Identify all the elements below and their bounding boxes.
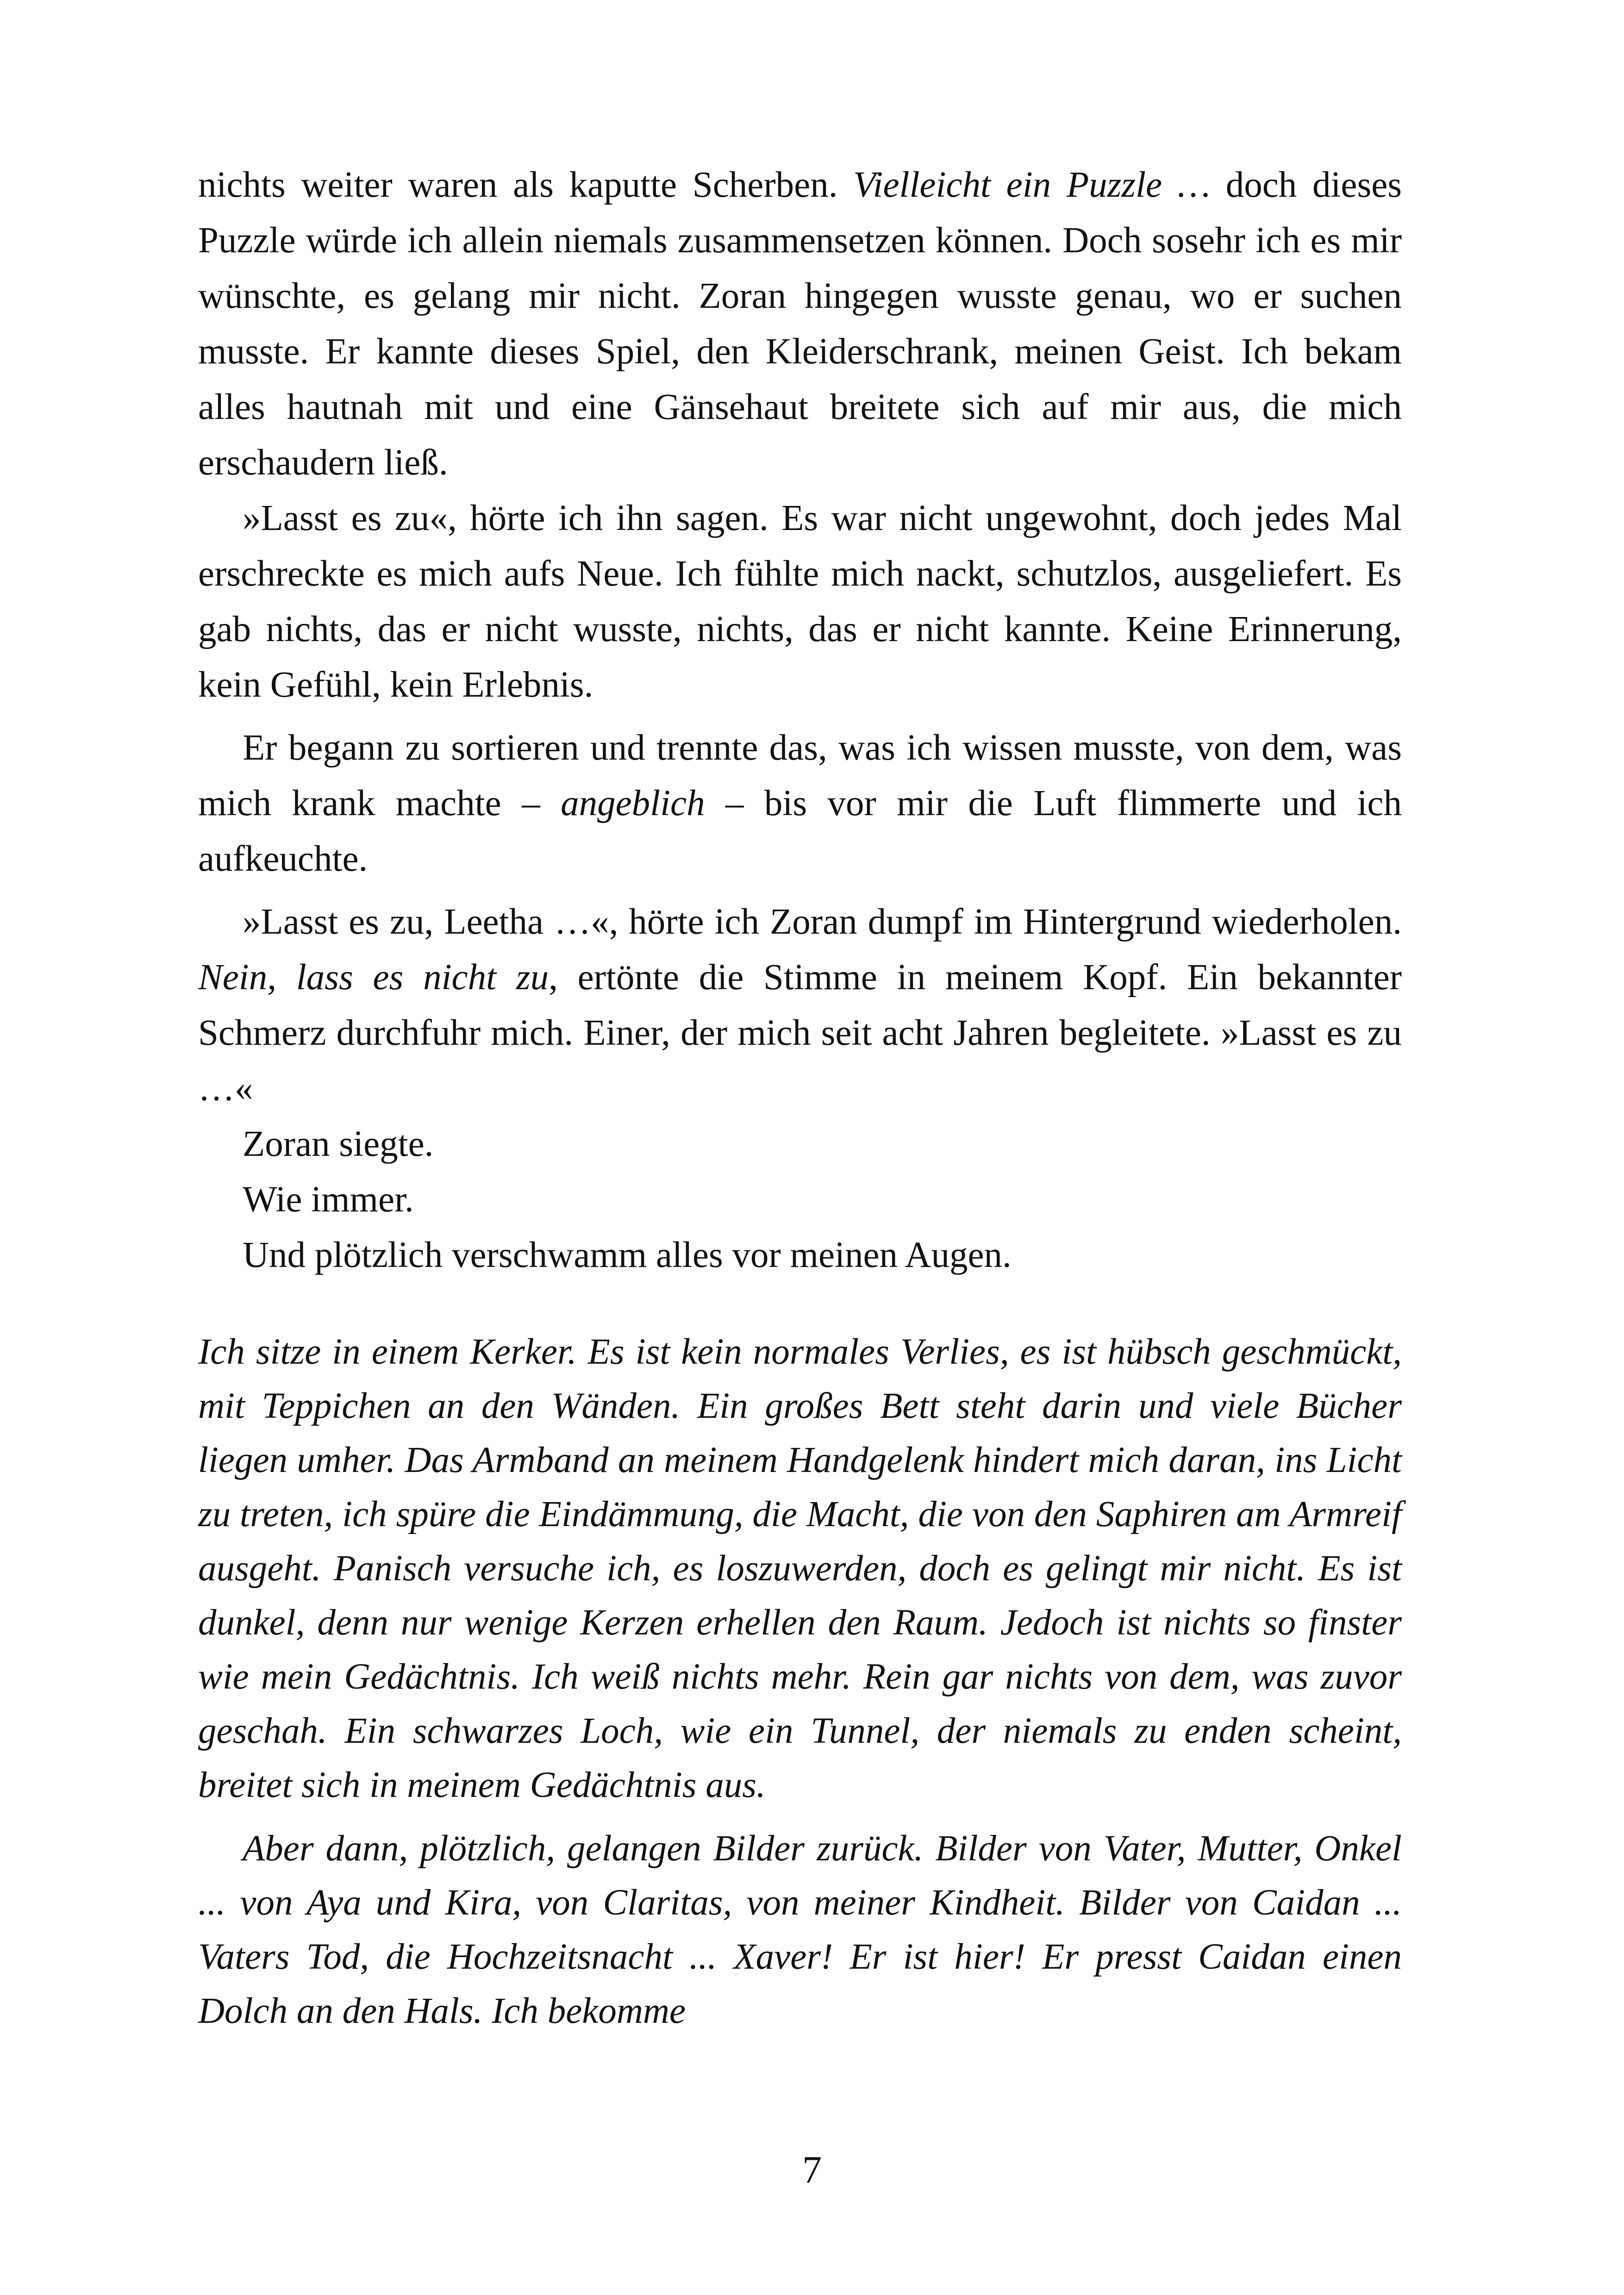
paragraph-7: Und plötzlich verschwamm alles vor meinen Augen. (243, 1235, 1012, 1275)
paragraph-4-text-b: , ertönte die Stimme in meinem Kopf. Ein bekannter Schmerz durchfuhr mich. Einer, der mich seit acht Jahren begleitete. »Lasst es zu …« (198, 957, 1402, 1109)
paragraph-4 (198, 894, 1402, 1116)
paragraph-1 (198, 157, 1402, 491)
paragraph-4-text-a: »Lasst es zu, Leetha …«, hörte ich Zoran dumpf im Hintergrund wiederholen. (243, 902, 1402, 942)
paragraph-5: Zoran siegte. (243, 1124, 434, 1164)
dream-paragraph-2: Aber dann, plötzlich, gelangen Bilder zurück. Bilder von Vater, Mutter, Onkel ... von Aya und Kira, von Claritas, von meiner Kindheit. Bilder von Caidan ... Vaters Tod, die Hochzeitsnacht ... Xaver! Er ist hier! Er presst Caidan einen Dolch an den Hals. Ich bekomme (198, 1828, 1402, 2031)
paragraph-1-italic: Vielleicht ein Puzzle … (853, 165, 1211, 205)
paragraph-3 (198, 720, 1402, 887)
dream-paragraph-1: Ich sitze in einem Kerker. Es ist kein normales Verlies, es ist hübsch geschmückt, mit Teppichen an den Wänden. Ein großes Bett steht darin und viele Bücher liegen umher. Das Armband an meinem Handgelenk hindert mich daran, ins Licht zu treten, ich spüre die Eindämmung, die Macht, die von den Saphiren am Armreif ausgeht. Panisch versuche ich, es loszuwerden, doch es gelingt mir nicht. Es ist dunkel, denn nur wenige Kerzen erhellen den Raum. Jedoch ist nichts so finster wie mein Gedächtnis. Ich weiß nichts mehr. Rein gar nichts von dem, was zuvor geschah. Ein schwarzes Loch, wie ein Tunnel, der niemals zu enden scheint, breitet sich in meinem Gedächtnis aus. (198, 1332, 1402, 1805)
paragraph-1-text-b: doch dieses Puzzle würde ich allein niemals zusammensetzen können. Doch sosehr ich es mir wünschte, es gelang mir nicht. Zoran hingegen wusste genau, wo er suchen musste. Er kannte dieses Spiel, den Kleiderschrank, meinen Geist. Ich bekam alles hautnah mit und eine Gänsehaut breitete sich auf mir aus, die mich erschaudern ließ. (198, 165, 1402, 483)
italic-dream-section (198, 1325, 1402, 2038)
paragraph-1-text-a: nichts weiter waren als kaputte Scherben. (198, 165, 854, 205)
paragraph-3-text-a: Er begann zu sortieren und trennte das, was ich wissen musste, von dem, was mich krank machte – (198, 728, 1402, 823)
paragraph-3-text-b: – bis vor mir die Luft flimmerte und ich aufkeuchte. (198, 783, 1402, 879)
paragraph-6: Wie immer. (243, 1179, 414, 1220)
paragraph-2: »Lasst es zu«, hörte ich ihn sagen. Es war nicht ungewohnt, doch jedes Mal erschreckte es mich aufs Neue. Ich fühlte mich nackt, schutzlos, ausgeliefert. Es gab nichts, das er nicht wusste, nichts, das er nicht kannte. Keine Erinnerung, kein Gefühl, kein Erlebnis. (198, 498, 1402, 705)
main-text (198, 157, 1402, 1283)
page-number: 7 (802, 2148, 822, 2191)
paragraph-3-italic: angeblich (561, 783, 705, 823)
paragraph-4-italic: Nein, lass es nicht zu (198, 957, 549, 998)
